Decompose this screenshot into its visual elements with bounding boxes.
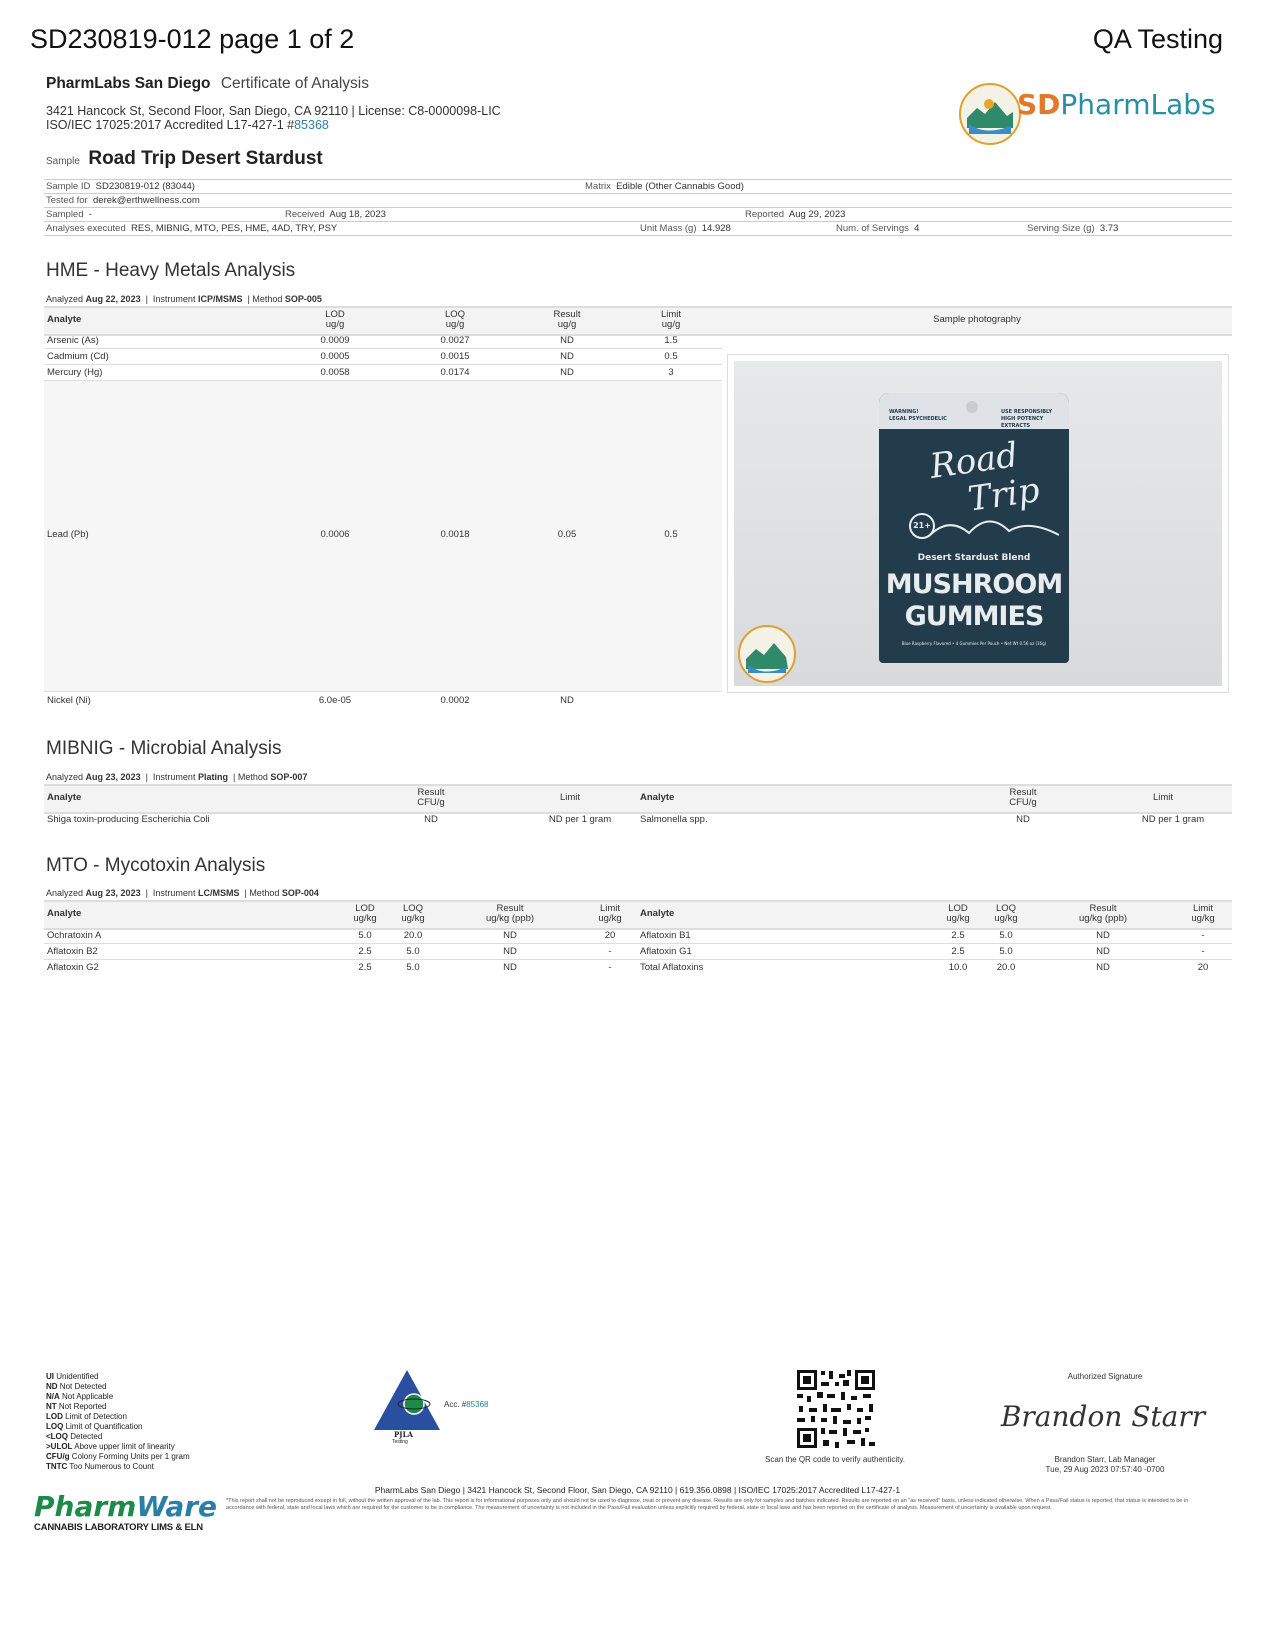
mibnig-analyzed-line: Analyzed Aug 23, 2023 | Instrument Plating | Method SOP-007 <box>46 772 308 782</box>
product-pouch: WARNING! LEGAL PSYCHEDELIC USE RESPONSIBLY HIGH POTENCY EXTRACTS Road Trip 21+ Desert Stardust Blend MUSHROOM GUMMIES Blue Raspberry Flavored • 4 Gummies Per Pouch • Net Wt 0.56 oz (16g) <box>879 393 1069 663</box>
mto-col-analyte-2: Analyte <box>640 908 675 919</box>
table-row: Aflatoxin G2 2.5 5.0 ND - Total Aflatoxins 10.0 20.0 ND 20 <box>47 962 1209 973</box>
qr-code[interactable] <box>795 1368 877 1450</box>
mibnig-col-analyte: Analyte <box>47 792 82 803</box>
mto-col-limit: Limit ug/kg <box>598 903 622 924</box>
list-item: >ULOL Above upper limit of linearity <box>46 1442 175 1451</box>
disclaimer: *This report shall not be reproduced except in full, without the written approval of the lab. This report is for informational purposes only and should not be used to diagnose, treat or prevent any disease. Results are only for samples and batches indicated. Results are reported on an "as received" basis, unless indicated otherwise. When a Pass/Fail status is reported, that status is intended to be in accordance with federal, state and local laws which are required for the customer to be in compliance. The measurement of uncertainty is not included in the Pass/Fail evaluation unless explicitly required by federal, state or local laws and has been reported on the certificate of analysis. Measurement of uncertainty is available upon request. <box>226 1498 1189 1511</box>
authorized-signature-label: Authorized Signature <box>1067 1372 1143 1381</box>
list-item: CFU/g Colony Forming Units per 1 gram <box>46 1452 190 1461</box>
mto-col-result: Result ug/kg (ppb) <box>485 903 535 924</box>
tested-for-field: Tested for derek@erthwellness.com <box>46 195 200 206</box>
logo-wordmark: SDPharmLabs <box>1017 88 1216 121</box>
hme-title: HME - Heavy Metals Analysis <box>46 260 296 281</box>
certificate-type: Certificate of Analysis <box>220 75 370 92</box>
accreditation-line: ISO/IEC 17025:2017 Accredited L17-427-1 #85368 <box>46 118 329 132</box>
product-photo <box>734 361 1222 686</box>
pharmlabs-seal-icon <box>955 78 1025 148</box>
pjla-badge <box>372 1368 512 1448</box>
analyses-field: Analyses executed RES, MIBNIG, MTO, PES, HME, 4AD, TRY, PSY <box>46 223 338 234</box>
list-item: ND Not Detected <box>46 1382 107 1391</box>
sample-id-field: Sample ID SD230819-012 (83044) <box>46 181 195 192</box>
pjla-accreditation: Acc. #85368 <box>444 1400 489 1409</box>
mto-table-header <box>44 900 1232 930</box>
mto-title: MTO - Mycotoxin Analysis <box>46 855 266 876</box>
list-item: NT Not Reported <box>46 1402 107 1411</box>
report-type: QA Testing <box>1092 24 1223 54</box>
matrix-field: Matrix Edible (Other Cannabis Good) <box>585 181 744 192</box>
sample-name: Road Trip Desert Stardust <box>88 148 323 169</box>
sampled-field: Sampled - <box>46 209 92 220</box>
hme-col-photo: Sample photography <box>933 314 1021 325</box>
received-field: Received Aug 18, 2023 <box>285 209 386 220</box>
document-id: SD230819-012 page 1 of 2 <box>30 24 355 54</box>
hme-col-result: Result ug/g <box>553 309 581 330</box>
list-item: TNTC Too Numerous to Count <box>46 1462 154 1471</box>
table-row: Aflatoxin B2 2.5 5.0 ND - Aflatoxin G1 2.5 5.0 ND - <box>44 944 1232 960</box>
mibnig-col-analyte-2: Analyte <box>640 792 675 803</box>
lab-heading <box>46 75 369 93</box>
list-item: UI Unidentified <box>46 1372 99 1381</box>
mibnig-col-limit: Limit <box>559 792 581 803</box>
pjla-sub: Testing <box>392 1439 408 1445</box>
signer-info: Brandon Starr, Lab Manager Tue, 29 Aug 2023 07:57:40 -0700 <box>1045 1455 1165 1474</box>
hme-col-lod: LOD ug/g <box>325 309 345 330</box>
lab-name: PharmLabs San Diego <box>46 75 211 92</box>
mibnig-col-result-2: Result CFU/g <box>1009 787 1037 808</box>
accreditation-link[interactable]: 85368 <box>294 118 329 132</box>
abbreviation-legend <box>46 1372 190 1472</box>
list-item: LOD Limit of Detection <box>46 1412 127 1421</box>
serving-size-field: Serving Size (g) 3.73 <box>1027 223 1119 234</box>
mibnig-col-result: Result CFU/g <box>417 787 445 808</box>
reported-field: Reported Aug 29, 2023 <box>745 209 846 220</box>
mto-col-loq: LOQ ug/kg <box>401 903 425 924</box>
pjla-triangle-icon <box>372 1368 442 1434</box>
hme-col-loq: LOQ ug/g <box>444 309 466 330</box>
pjla-name: PJLA <box>394 1430 413 1439</box>
signature: Brandon Starr <box>1000 1400 1206 1433</box>
qr-caption: Scan the QR code to verify authenticity. <box>765 1455 905 1464</box>
table-row: Cadmium (Cd) 0.0005 0.0015 ND 0.5 <box>44 349 722 365</box>
pharmlabs-watermark-icon <box>736 623 798 685</box>
list-item: LOQ Limit of Quantification <box>46 1422 143 1431</box>
mto-col-lod-2: LOD ug/kg <box>946 903 970 924</box>
table-row: Ochratoxin A 5.0 20.0 ND 20 Aflatoxin B1 2.5 5.0 ND - <box>44 928 1232 944</box>
mibnig-title: MIBNIG - Microbial Analysis <box>46 738 282 759</box>
table-row: Arsenic (As) 0.0009 0.0027 ND 1.5 <box>44 333 722 349</box>
sdpharmlabs-logo <box>955 78 1235 148</box>
servings-field: Num. of Servings 4 <box>836 223 920 234</box>
contact-line: PharmLabs San Diego | 3421 Hancock St, Second Floor, San Diego, CA 92110 | 619.356.0898 | ISO/IEC 17025:2017 Accredited L17-427-1 <box>374 1485 901 1495</box>
mibnig-col-limit-2: Limit <box>1152 792 1174 803</box>
list-item: <LOQ Detected <box>46 1432 103 1441</box>
lab-address <box>46 104 501 132</box>
hme-analyzed-line: Analyzed Aug 22, 2023 | Instrument ICP/MSMS | Method SOP-005 <box>46 294 322 304</box>
table-row: Lead (Pb) 0.0006 0.0018 0.05 0.5 <box>44 381 722 692</box>
sample-photo <box>727 354 1229 693</box>
pharmware-logo: PharmWare CANNABIS LABORATORY LIMS & ELN <box>34 1490 218 1533</box>
mto-col-limit-2: Limit ug/kg <box>1191 903 1215 924</box>
table-row: Nickel (Ni) 6.0e-05 0.0002 ND <box>47 695 574 706</box>
address-line: 3421 Hancock St, Second Floor, San Diego, CA 92110 | License: C8-0000098-LIC <box>46 104 501 118</box>
table-row: Mercury (Hg) 0.0058 0.0174 ND 3 <box>44 365 722 381</box>
sample-title: Sample Road Trip Desert Stardust <box>46 148 323 169</box>
mto-col-loq-2: LOQ ug/kg <box>994 903 1018 924</box>
mto-col-result-2: Result ug/kg (ppb) <box>1078 903 1128 924</box>
table-row: Shiga toxin-producing Escherichia Coli ND ND per 1 gram Salmonella spp. ND ND per 1 gram <box>47 814 1205 825</box>
unit-mass-field: Unit Mass (g) 14.928 <box>640 223 731 234</box>
mto-analyzed-line: Analyzed Aug 23, 2023 | Instrument LC/MSMS | Method SOP-004 <box>46 888 319 898</box>
mto-col-lod: LOD ug/kg <box>353 903 377 924</box>
pjla-acc-link[interactable]: 85368 <box>466 1400 489 1409</box>
qr-code-icon <box>795 1368 877 1450</box>
list-item: N/A Not Applicable <box>46 1392 114 1401</box>
hme-col-analyte: Analyte <box>47 314 82 325</box>
hme-col-limit: Limit ug/g <box>660 309 682 330</box>
mto-col-analyte: Analyte <box>47 908 82 919</box>
